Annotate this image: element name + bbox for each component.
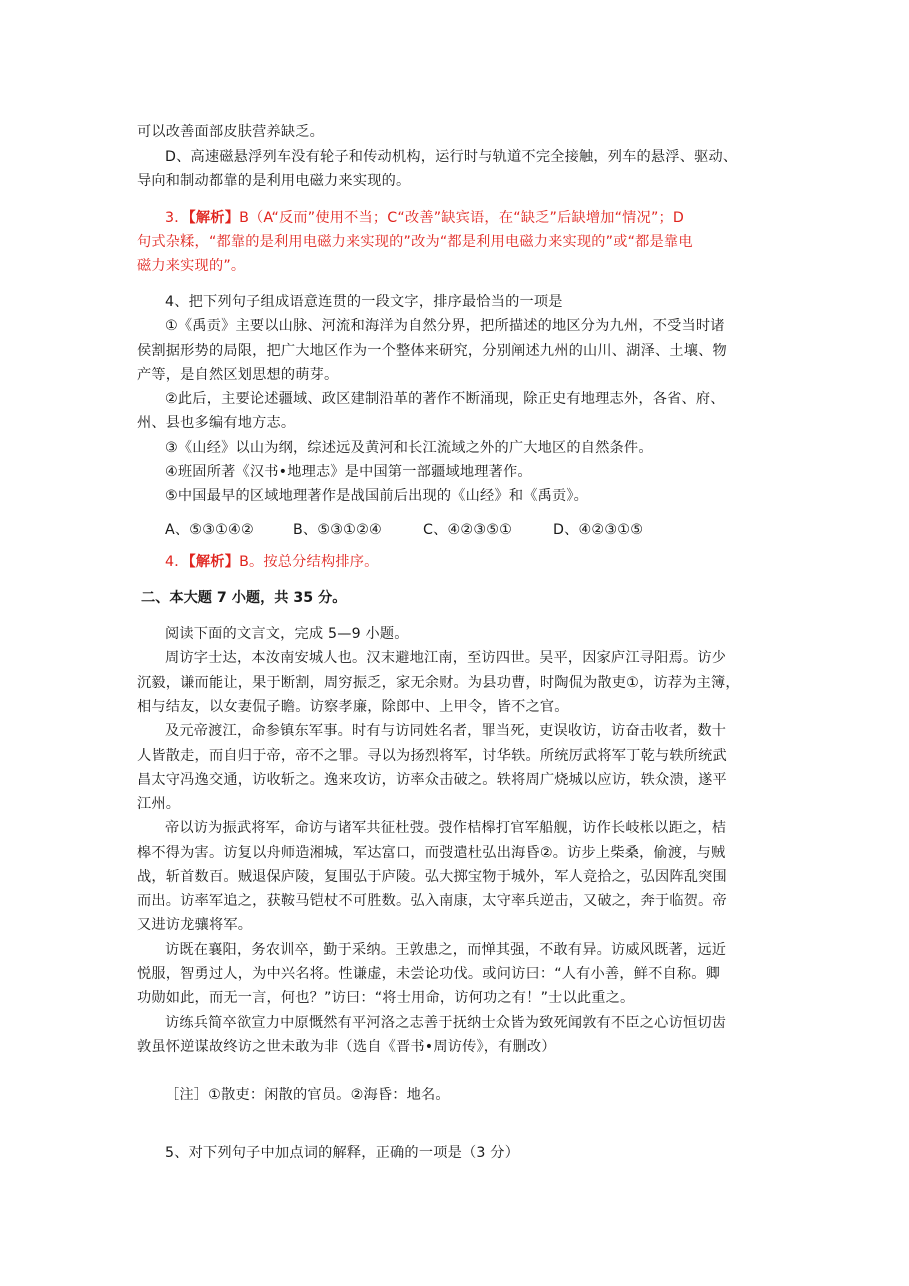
analysis-3-line: 磁力来实现的”。 [137,258,246,274]
sentence-2-line: ②此后，主要论述疆域、政区建制沿革的著作不断涌现，除正史有地理志外，各省、府、 [165,391,725,407]
passage-line: 悦服，智勇过人，为中兴名将。性谦虚，未尝论功伐。或问访曰：“人有小善，鲜不自称。卿 [137,966,721,982]
passage-line: 周访字士达，本汝南安城人也。汉末避地江南，至访四世。吴平，因家庐江寻阳焉。访少 [165,650,727,666]
option-c: C、④②③⑤① [423,522,513,538]
section-2-heading: 二、本大题 7 小题，共 35 分。 [141,590,347,606]
analysis-3-line [165,208,797,228]
passage-line: 昌太守冯逸交通，访收斩之。逸来攻访，访率众击破之。轶将周广烧城以应访，轶众溃，遂平 [137,772,727,788]
question-4-options [165,520,797,540]
sentence-1-line: 侯割据形势的局限，把广大地区作为一个整体来研究，分别阐述九州的山川、湖泽、土壤、物 [137,343,727,359]
option-b: B、⑤③①②④ [293,522,382,538]
sentence-2-line: 州、县也多编有地方志。 [137,415,296,431]
passage-line: 槔不得为害。访复以舟师造湘城，军达富口，而弢遣杜弘出海昏②。访步上柴桑，偷渡，与贼 [137,845,726,861]
analysis-4-line [165,552,797,572]
analysis-tag: 【解析】 [188,554,240,570]
option-d-line: D、高速磁悬浮列车没有轮子和传动机构，运行时与轨道不完全接触，列车的悬浮、驱动、 [165,149,738,165]
text-line: 可以改善面部皮肤营养缺乏。 [137,124,325,140]
sentence-3: ③《山经》以山为纲，综述远及黄河和长江流域之外的广大地区的自然条件。 [165,440,653,456]
analysis-number: 4． [165,554,189,570]
sentence-1-line: ①《禹贡》主要以山脉、河流和海洋为自然分界，把所描述的地区分为九州，不受当时诸 [165,318,725,334]
passage-line: 及元帝渡江，命参镇东军事。时有与访同姓名者，罪当死，吏误收访，访奋击收者，数十 [165,723,727,739]
analysis-number: 3． [165,210,189,226]
passage-line: 敦虽怀逆谋故终访之世未敢为非（选自《晋书•周访传》，有删改） [137,1039,556,1055]
question-5-stem: 5、对下列句子中加点词的解释，正确的一项是（3 分） [165,1145,520,1161]
analysis-tag: 【解析】 [188,210,240,226]
option-a: A、⑤③①④② [165,522,254,538]
passage-line: 功勋如此，而无一言，何也？”访曰：“将士用命，访何功之有！”士以此重之。 [137,990,635,1006]
passage-line: 相与结友，以女妻侃子瞻。访察孝廉，除郎中、上甲令，皆不之官。 [137,699,569,715]
question-4-stem: 4、把下列句子组成语意连贯的一段文字，排序最恰当的一项是 [165,294,563,310]
passage-line: 江州。 [137,796,181,812]
reading-intro: 阅读下面的文言文，完成 5—9 小题。 [165,626,409,642]
passage-line: 战，斩首数百。贼退保庐陵，复围弘于庐陵。弘大掷宝物于城外，军人竞拾之，弘因阵乱突围 [137,869,727,885]
passage-line: 访既在襄阳，务农训卒，勤于采纳。王敦患之，而惮其强，不敢有异。访威风既著，远近 [165,942,727,958]
analysis-text: B。按总分结构排序。 [239,554,379,570]
sentence-4: ④班固所著《汉书•地理志》是中国第一部疆域地理著作。 [165,464,532,480]
analysis-3-line: 句式杂糅，“都靠的是利用电磁力来实现的”改为“都是利用电磁力来实现的”或“都是靠电 [137,234,693,250]
passage-line: 帝以访为振武将军，命访与诸军共征杜弢。弢作桔槔打官军船舰，访作长岐枨以距之，桔 [165,820,727,836]
analysis-text: B（A“反而”使用不当；C“改善”缺宾语，在“缺乏”后缺增加“情况”；D [239,210,685,226]
sentence-5: ⑤中国最早的区域地理著作是战国前后出现的《山经》和《禹贡》。 [165,488,589,504]
passage-line: 而出。访率军追之，获鞍马铠杖不可胜数。弘入南康，太守率兵逆击，又破之，奔于临贺。帝 [137,893,727,909]
sentence-1-line: 产等，是自然区划思想的萌芽。 [137,367,339,383]
option-d: D、④②③①⑤ [553,522,644,538]
passage-line: 沉毅，谦而能让，果于断割，周穷振乏，家无余财。为县功曹，时陶侃为散吏①，访荐为主簿， [137,675,740,691]
text-line: 导向和制动都靠的是利用电磁力来实现的。 [137,173,411,189]
passage-line: 人皆散走，而自归于帝，帝不之罪。寻以为扬烈将军，讨华轶。所统厉武将军丁乾与轶所统武 [137,748,727,764]
passage-line: 又进访龙骧将军。 [137,917,253,933]
footnote: ［注］①散吏：闲散的官员。②海昏：地名。 [165,1087,450,1103]
passage-line: 访练兵简卒欲宣力中原慨然有平河洛之志善于抚纳士众皆为致死闻敦有不臣之心访恒切齿 [165,1015,727,1031]
